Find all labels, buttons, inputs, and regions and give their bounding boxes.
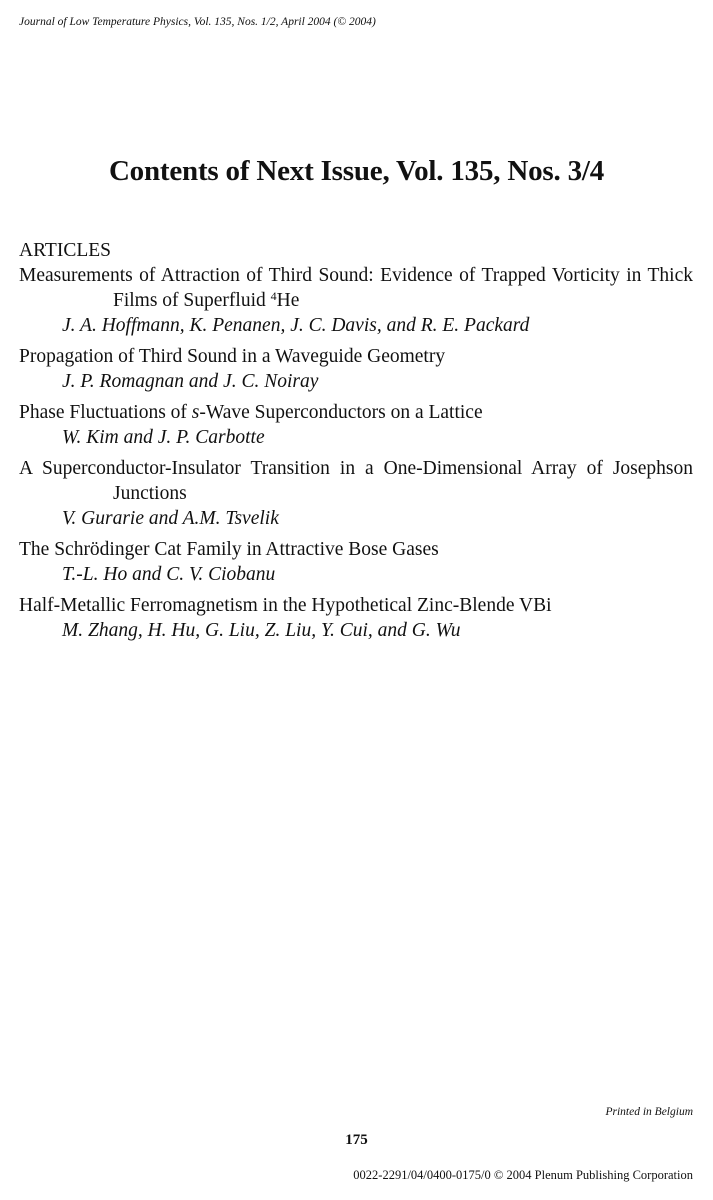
- article-title: [19, 263, 693, 313]
- superscript: 4: [270, 289, 277, 303]
- article-title-text: -Wave Superconductors on a Lattice: [199, 402, 483, 423]
- article-entry: [19, 344, 693, 394]
- article-title-italic: s: [191, 402, 200, 423]
- running-head: Journal of Low Temperature Physics, Vol. 135, Nos. 1/2, April 2004 (© 2004): [19, 16, 376, 28]
- article-entry: [19, 263, 693, 338]
- article-title: A Superconductor-Insulator Transition in a One-Dimensional Array of Josephson Junctions: [19, 458, 693, 504]
- article-title-prefix: Phase Fluctuations of: [19, 402, 192, 423]
- article-entry: [19, 456, 693, 531]
- article-title-text: Measurements of Attraction of Third Sound: Evidence of Trapped Vorticity in Thick Films of Superfluid: [19, 265, 693, 311]
- article-authors: J. A. Hoffmann, K. Penanen, J. C. Davis, and R. E. Packard: [62, 315, 530, 336]
- article-entry: [19, 400, 693, 450]
- article-title: The Schrödinger Cat Family in Attractive Bose Gases: [19, 539, 439, 560]
- article-authors: V. Gurarie and A.M. Tsvelik: [62, 508, 279, 529]
- article-title: Half-Metallic Ferromagnetism in the Hypothetical Zinc-Blende VBi: [19, 595, 552, 616]
- article-authors: T.-L. Ho and C. V. Ciobanu: [62, 564, 276, 585]
- article-entry: [19, 593, 693, 643]
- article-authors: J. P. Romagnan and J. C. Noiray: [62, 371, 319, 392]
- copyright-line: 0022-2291/04/0400-0175/0 © 2004 Plenum Publishing Corporation: [353, 1168, 693, 1182]
- section-heading: ARTICLES: [19, 240, 111, 261]
- contents-list: [19, 238, 693, 649]
- article-entry: [19, 537, 693, 587]
- printed-note: Printed in Belgium: [605, 1106, 693, 1118]
- page-number: 175: [345, 1132, 368, 1148]
- article-title: Propagation of Third Sound in a Waveguide Geometry: [19, 346, 446, 367]
- article-title-suffix: He: [276, 290, 300, 311]
- article-title: [19, 400, 693, 425]
- article-authors: M. Zhang, H. Hu, G. Liu, Z. Liu, Y. Cui, and G. Wu: [62, 620, 461, 641]
- article-authors: W. Kim and J. P. Carbotte: [62, 427, 265, 448]
- page-title: Contents of Next Issue, Vol. 135, Nos. 3/4: [108, 155, 605, 187]
